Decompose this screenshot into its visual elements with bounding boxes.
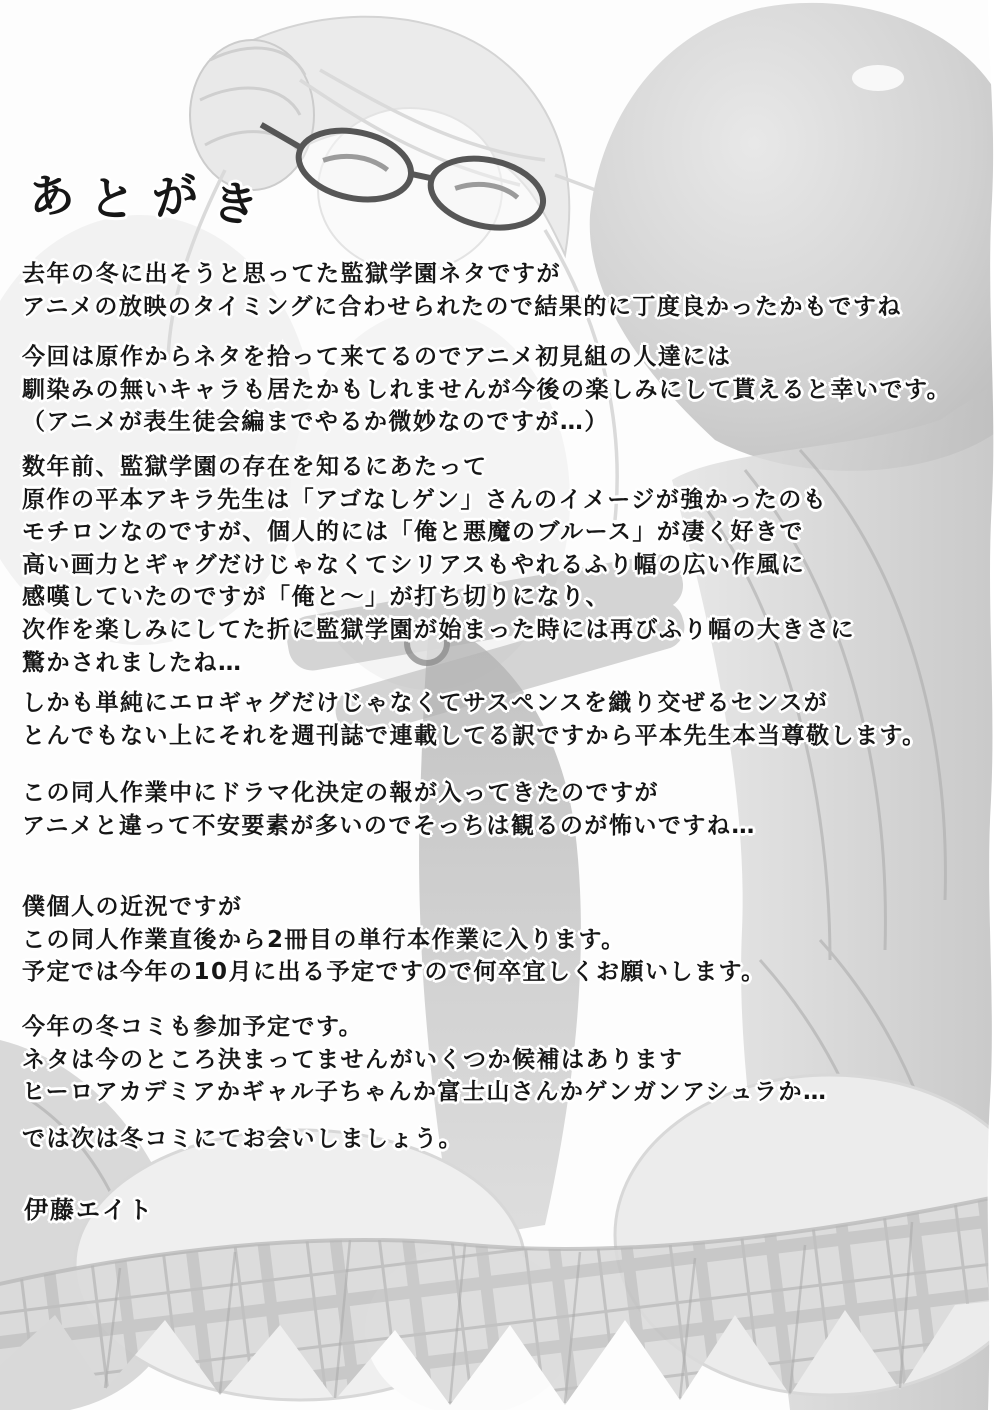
paragraph-release-timing bbox=[22, 258, 902, 323]
author-signature: 伊藤エイト bbox=[24, 1196, 154, 1224]
title-char: が bbox=[148, 165, 203, 227]
title-char: と bbox=[87, 170, 138, 228]
text-line: （アニメが表生徒会編までやるか微妙なのですが…） bbox=[22, 409, 609, 436]
page-title bbox=[25, 160, 276, 235]
paragraph-source-material bbox=[22, 341, 951, 439]
text-line: ヒーロアカデミアかギャル子ちゃんか富士山さんかゲンガンアシュラか… bbox=[22, 1079, 828, 1106]
text-line: 今年の冬コミも参加予定です。 bbox=[22, 1014, 364, 1040]
text-line: では次は冬コミにてお会いしましょう。 bbox=[22, 1126, 463, 1152]
paragraph-farewell bbox=[22, 1123, 463, 1156]
text-line: モチロンなのですが、個人的には「俺と悪魔のブルース」が凄く好きで bbox=[22, 519, 804, 546]
text-line: 原作の平本アキラ先生は「アゴなしゲン」さんのイメージが強かったのも bbox=[22, 486, 828, 513]
title-char: あ bbox=[25, 166, 78, 226]
text-line: ネタは今のところ決まってませんがいくつか候補はあります bbox=[22, 1046, 684, 1073]
text-line: 今回は原作からネタを拾って来てるのでアニメ初見組の人達には bbox=[22, 344, 732, 370]
text-line: 感嘆していたのですが「俺と〜」が打ち切りになり、 bbox=[22, 584, 610, 611]
text-line: 数年前、監獄学園の存在を知るにあたって bbox=[22, 454, 488, 480]
title-char: き bbox=[208, 173, 263, 235]
text-line: この同人作業直後から2冊目の単行本作業に入ります。 bbox=[22, 926, 626, 953]
text-line: 馴染みの無いキャラも居たかもしれませんが今後の楽しみにして貰えると幸いです。 bbox=[22, 376, 952, 403]
text-line: 高い画力とギャグだけじゃなくてシリアスもやれるふり幅の広い作風に bbox=[22, 551, 806, 578]
text-line: 次作を楽しみにしてた折に監獄学園が始まった時には再びふり幅の大きさに bbox=[22, 616, 855, 643]
paragraph-drama-news bbox=[22, 777, 756, 842]
text-line: しかも単純にエロギャグだけじゃなくてサスペンスを織り交ぜるセンスが bbox=[22, 690, 829, 716]
text-line: アニメの放映のタイミングに合わせられたので結果的に丁度良かったかもですね bbox=[22, 293, 902, 320]
text-line: アニメと違って不安要素が多いのでそっちは観るのが怖いですね… bbox=[22, 812, 756, 839]
paragraph-winter-comiket bbox=[22, 1011, 828, 1109]
text-line: 予定では今年の10月に出る予定ですので何卒宜しくお願いします。 bbox=[22, 959, 766, 986]
paragraph-author-impressions bbox=[22, 451, 855, 679]
text-line: 去年の冬に出そうと思ってた監獄学園ネタですが bbox=[22, 261, 561, 287]
text-line: 僕個人の近況ですが bbox=[22, 894, 243, 920]
text-line: 驚かされましたね… bbox=[22, 649, 243, 676]
paragraph-respect bbox=[22, 687, 927, 752]
text-line: この同人作業中にドラマ化決定の報が入ってきたのですが bbox=[22, 780, 659, 806]
paragraph-personal-news bbox=[22, 891, 766, 989]
text-line: とんでもない上にそれを週刊誌で連載してる訳ですから平本先生本当尊敬します。 bbox=[22, 722, 927, 749]
